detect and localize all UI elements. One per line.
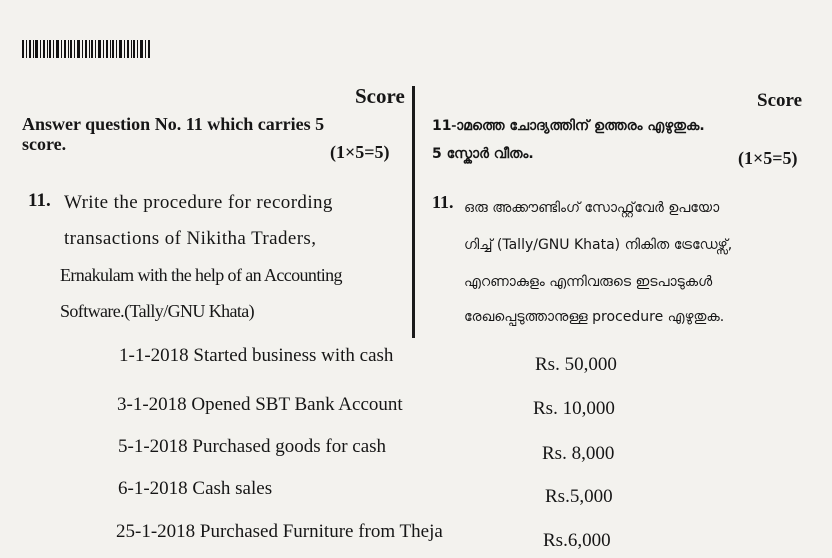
- transaction-amount: Rs. 8,000: [542, 443, 615, 464]
- question-number-malayalam: 11.: [432, 192, 454, 212]
- barcode: [22, 40, 152, 58]
- transaction-description: 1-1-2018 Started business with cash: [119, 345, 394, 366]
- transaction-amount: Rs. 10,000: [533, 398, 615, 419]
- instruction-english-line-2: score.: [22, 134, 67, 154]
- score-label-english: Score: [355, 84, 405, 108]
- transaction-amount: Rs. 50,000: [535, 354, 617, 375]
- transaction-description: 3-1-2018 Opened SBT Bank Account: [117, 394, 403, 415]
- transaction-description: 25-1-2018 Purchased Furniture from Theja: [116, 521, 443, 542]
- instruction-english-line-1: Answer question No. 11 which carries 5: [22, 114, 325, 134]
- score-label-malayalam: Score: [757, 90, 803, 111]
- question-malayalam-line-2: ഗിച്ച് (Tally/GNU Khata) നികിത ട്രേഡേഴ്സ്,: [464, 237, 733, 253]
- question-number-english: 11.: [28, 190, 51, 211]
- marks-malayalam: (1×5=5): [738, 148, 798, 168]
- marks-english: (1×5=5): [330, 142, 390, 162]
- column-divider: [412, 86, 415, 338]
- question-malayalam-line-4: രേഖപ്പെടുത്താനുള്ള procedure എഴുതുക.: [464, 309, 725, 325]
- transaction-amount: Rs.5,000: [545, 486, 613, 507]
- question-english-line-1: Write the procedure for recording: [64, 192, 333, 213]
- instruction-malayalam-line-1: 11-ാമത്തെ ചോദ്യത്തിന് ഉത്തരം എഴുതുക.: [432, 118, 705, 134]
- instruction-malayalam-line-2: 5 സ്കോർ വീതം.: [432, 146, 534, 162]
- question-english-line-3: Ernakulam with the help of an Accounting: [60, 265, 342, 285]
- question-malayalam-line-1: ഒരു അക്കൗണ്ടിംഗ് സോഫ്റ്റ്‌വേർ ഉപയോ: [464, 200, 720, 216]
- question-english-line-2: transactions of Nikitha Traders,: [64, 228, 317, 249]
- transaction-description: 6-1-2018 Cash sales: [118, 478, 273, 499]
- transaction-description: 5-1-2018 Purchased goods for cash: [118, 436, 387, 457]
- question-malayalam-line-3: എറണാകുളം എന്നിവരുടെ ഇടപാടുകൾ: [464, 274, 713, 290]
- question-english-line-4: Software.(Tally/GNU Khata): [60, 301, 255, 321]
- transaction-amount: Rs.6,000: [543, 530, 611, 551]
